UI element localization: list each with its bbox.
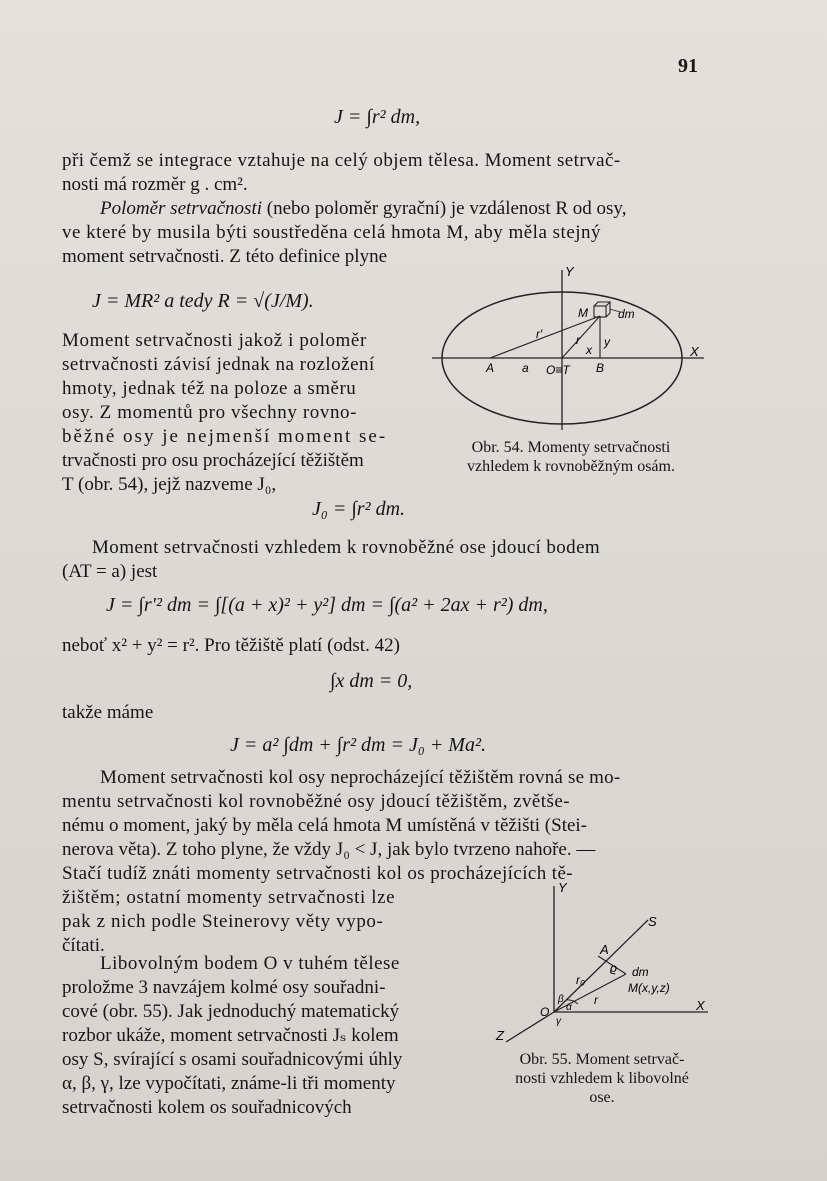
paragraph-3-line-1: Moment setrvačnosti jakož i poloměr bbox=[62, 330, 367, 351]
paragraph-3-line-2: setrvačnosti závisí jednak na rozložení bbox=[62, 354, 375, 375]
fig55-label-r: r bbox=[594, 993, 598, 1007]
paragraph-8-line-5: osy S, svírající s osami souřadnicovými úhly bbox=[62, 1049, 403, 1070]
fig54-label-y: Y bbox=[565, 264, 574, 279]
fig55-label-y: Y bbox=[558, 880, 567, 895]
paragraph-3-line-5: běžné osy je nejmenší moment se- bbox=[62, 426, 388, 447]
fig55-label-beta: β bbox=[558, 994, 564, 1005]
fig54-label-dm: dm bbox=[618, 307, 635, 321]
paragraph-8-line-7: setrvačnosti kolem os souřadnicových bbox=[62, 1097, 352, 1118]
equation-4: J = ∫r′² dm = ∫[(a + x)² + y²] dm = ∫(a² + 2ax + r²) dm, bbox=[106, 594, 548, 616]
figure-55-caption-line-1: Obr. 55. Moment setrvač- bbox=[519, 1051, 685, 1068]
figure-55-caption bbox=[486, 1050, 718, 1107]
figure-55 bbox=[486, 880, 718, 1052]
paragraph-7-line-8: čítati. bbox=[62, 935, 105, 956]
fig54-label-x: X bbox=[690, 344, 699, 359]
fig54-label-r: r bbox=[576, 333, 580, 347]
paragraph-3-line-4: osy. Z momentů pro všechny rovno- bbox=[62, 402, 358, 423]
paragraph-8-line-6: α, β, γ, lze vypočítati, známe-li tři momenty bbox=[62, 1073, 396, 1094]
paragraph-7-line-3: nému o moment, jaký by měla celá hmota M umístěná v těžišti (Stei- bbox=[62, 815, 588, 836]
fig55-label-s: S bbox=[648, 914, 657, 929]
fig54-label-m: M bbox=[578, 306, 588, 320]
fig55-label-a: A bbox=[600, 942, 609, 957]
paragraph-2-line-2: ve které by musila býti soustředěna celá hmota M, aby měla stejný bbox=[62, 222, 602, 243]
fig55-label-r0: r₀ bbox=[576, 973, 586, 987]
paragraph-5: neboť x² + y² = r². Pro těžiště platí (odst. 42) bbox=[62, 635, 400, 656]
fig54-label-a-point: A bbox=[486, 361, 495, 375]
paragraph-1-line-1: při čemž se integrace vztahuje na celý objem tělesa. Moment setrvač- bbox=[62, 150, 621, 171]
fig54-label-r-prime: r′ bbox=[536, 327, 543, 341]
paragraph-2-line-3: moment setrvačnosti. Z této definice plyne bbox=[62, 246, 388, 267]
figure-54-caption-line-2: vzhledem k rovnoběžným osám. bbox=[467, 458, 675, 475]
paragraph-8-line-2: proložme 3 navzájem kolmé osy souřadni- bbox=[62, 977, 386, 998]
fig55-label-gamma: γ bbox=[556, 1016, 561, 1027]
paragraph-3-line-7: T (obr. 54), jejž nazveme J₀, bbox=[62, 474, 277, 495]
fig55-label-z: Z bbox=[496, 1028, 504, 1043]
paragraph-7-line-5: Stačí tudíž znáti momenty setrvačnosti kol os procházejících tě- bbox=[62, 863, 573, 884]
term-polomer-setrvacnosti: Poloměr setrvačnosti bbox=[100, 198, 263, 219]
paragraph-2-line-1 bbox=[100, 197, 700, 221]
equation-5: ∫x dm = 0, bbox=[330, 670, 413, 692]
fig54-label-o-t: O≡T bbox=[546, 363, 570, 377]
paragraph-2-line-1-rest: (nebo poloměr gyrační) je vzdálenost R od osy, bbox=[262, 198, 627, 219]
figure-55-caption-line-3: ose. bbox=[589, 1089, 615, 1106]
fig54-label-b: B bbox=[596, 361, 605, 375]
fig54-label-y-small: y bbox=[604, 335, 610, 349]
paragraph-4-line-2: (AT = a) jest bbox=[62, 561, 158, 582]
equation-2: J = MR² a tedy R = √(J/M). bbox=[92, 290, 314, 312]
fig55-label-dm: dm bbox=[632, 965, 649, 979]
paragraph-1-line-2: nosti má rozměr g . cm². bbox=[62, 174, 248, 195]
figure-55-caption-line-2: nosti vzhledem k libovolné bbox=[515, 1070, 689, 1087]
paragraph-7-line-1: Moment setrvačnosti kol osy neprocházející těžištěm rovná se mo- bbox=[100, 767, 621, 788]
page-number: 91 bbox=[678, 55, 698, 77]
paragraph-3-line-3: hmoty, jednak též na poloze a směru bbox=[62, 378, 357, 399]
figure-54-caption bbox=[440, 438, 702, 476]
equation-3: J₀ = ∫r² dm. bbox=[312, 498, 406, 520]
equation-1: J = ∫r² dm, bbox=[334, 106, 421, 128]
fig55-label-alpha: α bbox=[566, 1002, 572, 1013]
paragraph-8-line-1: Libovolným bodem O v tuhém tělese bbox=[100, 953, 400, 974]
paragraph-7-line-2: mentu setrvačnosti kol rovnoběžné osy jdoucí těžištěm, zvětše- bbox=[62, 791, 571, 812]
paragraph-4-line-1: Moment setrvačnosti vzhledem k rovnoběžné ose jdoucí bodem bbox=[92, 537, 601, 558]
fig55-label-rho: ϱ bbox=[610, 961, 617, 975]
fig55-label-x: X bbox=[696, 998, 705, 1013]
paragraph-6: takže máme bbox=[62, 702, 154, 723]
equation-6: J = a² ∫dm + ∫r² dm = J₀ + Ma². bbox=[230, 734, 486, 756]
fig54-label-a-distance: a bbox=[522, 361, 529, 375]
figure-54 bbox=[424, 262, 716, 440]
paragraph-7-line-4: nerova věta). Z toho plyne, že vždy J₀ < J, jak bylo tvrzeno nahoře. — bbox=[62, 839, 596, 860]
paragraph-7-line-7: pak z nich podle Steinerovy věty vypo- bbox=[62, 911, 384, 932]
fig54-label-x-small: x bbox=[586, 343, 592, 357]
fig55-label-m: M(x,y,z) bbox=[628, 981, 670, 995]
paragraph-8-line-3: cové (obr. 55). Jak jednoduchý matematický bbox=[62, 1001, 400, 1022]
figure-54-caption-line-1: Obr. 54. Momenty setrvačnosti bbox=[471, 439, 671, 456]
paragraph-3-line-6: trvačnosti pro osu procházející těžištěm bbox=[62, 450, 364, 471]
paragraph-7-line-6: žištěm; ostatní momenty setrvačnosti lze bbox=[62, 887, 396, 908]
paragraph-8-line-4: rozbor ukáže, moment setrvačnosti Jₛ kolem bbox=[62, 1025, 399, 1046]
fig55-label-o: O bbox=[540, 1005, 550, 1019]
